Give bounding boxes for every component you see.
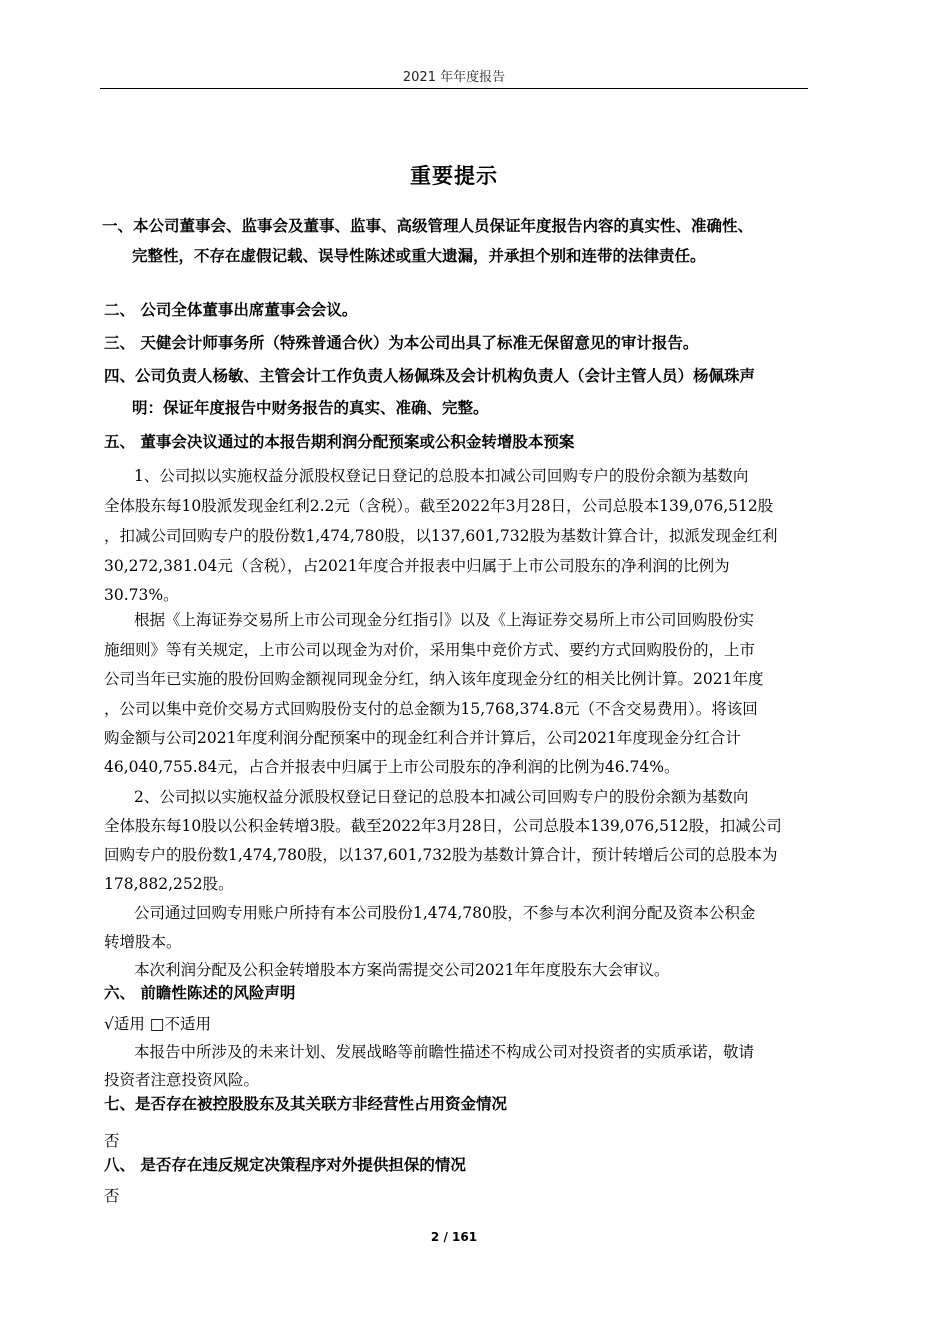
section1-line1: 一、本公司董事会、监事会及董事、监事、高级管理人员保证年度报告内容的真实性、准确性、 [102,217,754,235]
section4-line2: 明：保证年度报告中财务报告的真实、准确、完整。 [132,399,489,417]
para1-line: 30.73%。 [104,586,179,604]
section4-line1: 四、公司负责人杨敏、主管会计工作负责人杨佩珠及会计机构负责人（会计主管人员）杨佩珠声 [104,367,756,385]
section3: 三、 天健会计师事务所（特殊普通合伙）为本公司出具了标准无保留意见的审计报告。 [104,334,699,352]
section6-body-line: 本报告中所涉及的未来计划、发展战略等前瞻性描述不构成公司对投资者的实质承诺，敬请 [134,1043,755,1061]
para3-line: 2、公司拟以实施权益分派股权登记日登记的总股本扣减公司回购专户的股份余额为基数向 [134,788,749,806]
section1-line2: 完整性，不存在虚假记载、误导性陈述或重大遗漏，并承担个别和连带的法律责任。 [132,247,706,265]
para1-line: 1、公司拟以实施权益分派股权登记日登记的总股本扣减公司回购专户的股份余额为基数向 [134,467,749,485]
section5-heading: 五、 董事会决议通过的本报告期利润分配预案或公积金转增股本预案 [104,433,575,451]
para5-line: 本次利润分配及公积金转增股本方案尚需提交公司2021年年度股东大会审议。 [134,961,670,979]
para3-line: 全体股东每10股以公积金转增3股。截至2022年3月28日，公司总股本139,076,512股，扣减公司 [104,817,782,835]
running-header: 2021 年年度报告 [402,70,506,85]
section7-heading: 七、是否存在被控股股东及其关联方非经营性占用资金情况 [104,1095,508,1113]
para3-line: 178,882,252股。 [104,875,234,893]
section7-answer: 否 [104,1132,120,1150]
page-number: 2 / 161 [430,1230,478,1244]
para1-line: 全体股东每10股派发现金红利2.2元（含税）。截至2022年3月28日，公司总股本139,076,512股 [104,497,774,515]
para2-line: 公司当年已实施的股份回购金额视同现金分红，纳入该年度现金分红的相关比例计算。2021年度 [104,670,764,688]
section8-heading: 八、 是否存在违反规定决策程序对外提供担保的情况 [104,1156,466,1174]
page-title: 重要提示 [410,164,498,188]
para2-line: ，公司以集中竞价交易方式回购股份支付的总金额为15,768,374.8元（不含交易费用）。将该回 [104,700,758,718]
section2: 二、 公司全体董事出席董事会会议。 [104,301,358,319]
header-rule [100,88,808,89]
para1-line: 30,272,381.04元（含税），占2021年度合并报表中归属于上市公司股东的净利润的比例为 [104,557,730,575]
section6-heading: 六、 前瞻性陈述的风险声明 [104,984,296,1002]
para2-line: 施细则》等有关规定，上市公司以现金为对价，采用集中竞价方式、要约方式回购股份的，上市 [104,641,756,659]
para4-line: 转增股本。 [104,933,182,951]
para4-line: 公司通过回购专用账户所持有本公司股份1,474,780股，不参与本次利润分配及资本公积金 [134,904,756,922]
applicability-checkbox: √适用 □不适用 [104,1015,211,1033]
para3-line: 回购专户的股份数1,474,780股，以137,601,732股为基数计算合计，预计转增后公司的总股本为 [104,846,778,864]
para2-line: 购金额与公司2021年度利润分配预案中的现金红利合并计算后，公司2021年度现金分红合计 [104,729,741,747]
section8-answer: 否 [104,1187,120,1205]
para1-line: ，扣减公司回购专户的股份数1,474,780股，以137,601,732股为基数计算合计，拟派发现金红利 [104,527,778,545]
section6-body-line: 投资者注意投资风险。 [104,1071,260,1089]
para2-line: 46,040,755.84元，占合并报表中归属于上市公司股东的净利润的比例为46.74%。 [104,758,680,776]
para2-line: 根据《上海证券交易所上市公司现金分红指引》以及《上海证券交易所上市公司回购股份实 [134,611,755,629]
